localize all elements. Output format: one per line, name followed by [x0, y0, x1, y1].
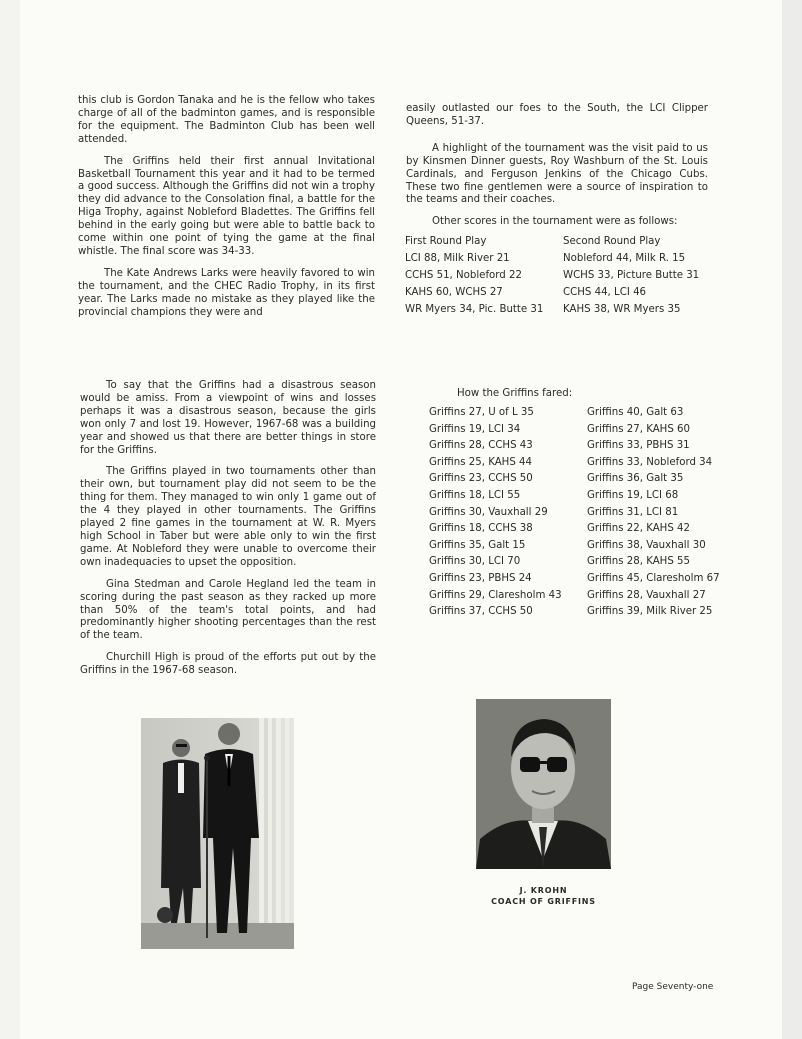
result-item: Griffins 33, PBHS 31 — [587, 440, 690, 452]
first-round-header: First Round Play — [405, 236, 487, 247]
results-right-column — [587, 405, 720, 621]
result-item: Griffins 19, LCI 34 — [429, 423, 521, 435]
paragraph: The Kate Andrews Larks were heavily favored to win the tournament, and the CHEC Radio Trophy, in its first year. The Larks made no mistake as they played like the provincial champions they were and — [78, 267, 375, 318]
result-item: Griffins 33, Nobleford 34 — [587, 456, 713, 468]
score-cell: WR Myers 34, Pic. Butte 31 — [405, 304, 544, 315]
result-item: Griffins 36, Galt 35 — [587, 473, 684, 485]
paragraph: Gina Stedman and Carole Hegland led the team in scoring during the past season as they racked up more than 50% of the team's total points, and had predominantly higher shooting percentages than the rest of the team. — [80, 578, 376, 642]
score-cell: KAHS 38, WR Myers 35 — [563, 304, 681, 315]
result-item: Griffins 29, Claresholm 43 — [429, 589, 562, 601]
result-item: Griffins 38, Vauxhall 30 — [587, 539, 706, 551]
score-cell: LCI 88, Milk River 21 — [405, 253, 510, 264]
guests-photo — [141, 718, 294, 949]
paragraph: easily outlasted our foes to the South, the LCI Clipper Queens, 51-37. — [406, 103, 708, 127]
article-col2-top — [406, 103, 708, 238]
paragraph: this club is Gordon Tanaka and he is the fellow who takes charge of all of the badminton games, and is responsible for the equipment. The Badminton Club has been well attended. — [78, 95, 375, 145]
result-item: Griffins 28, Vauxhall 27 — [587, 589, 706, 601]
griffins-results — [429, 405, 720, 621]
score-row — [405, 267, 715, 284]
coach-portrait-image — [476, 699, 611, 869]
paragraph: The Griffins held their first annual Invitational Basketball Tournament this year and it had to be termed a good success. Although the Griffins did not win a trophy they did advance to the Consolation final, a battle for the Higa Trophy, against Nobleford Bladettes. The Griffins fell behind in the early going but were able to battle back to come within one point of tying the game at the final whistle. The final score was 34-33. — [78, 155, 375, 257]
result-item: Griffins 23, PBHS 24 — [429, 572, 532, 584]
page-number: Page Seventy-one — [632, 982, 714, 992]
article-col1-bottom — [80, 380, 376, 687]
paragraph: Other scores in the tournament were as follows: — [432, 216, 678, 228]
result-item: Griffins 28, CCHS 43 — [429, 440, 533, 452]
result-item: Griffins 25, KAHS 44 — [429, 456, 533, 468]
result-item: Griffins 27, KAHS 60 — [587, 423, 691, 435]
score-cell: Nobleford 44, Milk R. 15 — [563, 253, 686, 264]
tournament-scores — [405, 233, 715, 318]
result-item: Griffins 23, CCHS 50 — [429, 473, 533, 485]
score-cell: KAHS 60, WCHS 27 — [405, 287, 503, 298]
result-item: Griffins 28, KAHS 55 — [587, 556, 691, 568]
results-left-column — [429, 405, 587, 621]
scores-header-row — [405, 233, 715, 250]
result-item: Griffins 22, KAHS 42 — [587, 523, 691, 535]
second-round-header: Second Round Play — [563, 236, 661, 247]
result-item: Griffins 45, Claresholm 67 — [587, 572, 720, 584]
score-row — [405, 250, 715, 267]
coach-caption — [476, 886, 611, 906]
result-item: Griffins 35, Galt 15 — [429, 539, 526, 551]
paragraph: A highlight of the tournament was the visit paid to us by Kinsmen Dinner guests, Roy Washburn of the St. Louis Cardinals, and Ferguson Jenkins of the Chicago Cubs. These two fine gentlemen were a source of inspiration to the teams and their coaches. — [406, 142, 708, 206]
fared-title: How the Griffins fared: — [457, 388, 573, 399]
page-edge — [782, 0, 802, 1039]
result-item: Griffins 27, U of L 35 — [429, 407, 534, 418]
result-item: Griffins 31, LCI 81 — [587, 506, 679, 518]
result-item: Griffins 30, LCI 70 — [429, 556, 521, 568]
result-item: Griffins 18, CCHS 38 — [429, 523, 533, 535]
paragraph: To say that the Griffins had a disastrous season would be amiss. From a viewpoint of wins and losses perhaps it was a disastrous season, because the girls won only 7 and lost 19. However, 1967-68 was a building year and showed us that there are better things in store for the Griffins. — [80, 380, 376, 456]
score-cell: CCHS 51, Nobleford 22 — [405, 270, 522, 281]
score-row — [405, 301, 715, 318]
score-cell: CCHS 44, LCI 46 — [563, 287, 647, 298]
coach-portrait — [476, 699, 611, 869]
result-item: Griffins 19, LCI 68 — [587, 489, 679, 501]
result-item: Griffins 40, Galt 63 — [587, 407, 684, 418]
paragraph: Churchill High is proud of the efforts put out by the Griffins in the 1967-68 season. — [80, 652, 376, 677]
result-item: Griffins 37, CCHS 50 — [429, 606, 533, 618]
result-item: Griffins 18, LCI 55 — [429, 489, 521, 501]
score-row — [405, 284, 715, 301]
guests-photo-image — [141, 718, 294, 949]
coach-name: J. KROHN — [519, 886, 568, 895]
result-item: Griffins 39, Milk River 25 — [587, 606, 713, 618]
article-col1-top — [78, 95, 375, 329]
coach-title: COACH OF GRIFFINS — [491, 897, 596, 906]
result-item: Griffins 30, Vauxhall 29 — [429, 506, 548, 518]
score-cell: WCHS 33, Picture Butte 31 — [563, 270, 700, 281]
paragraph: The Griffins played in two tournaments other than their own, but tournament play did not seem to be the thing for them. They managed to win only 1 game out of the 4 they played in other tournaments. The Griffins played 2 fine games in the tournament at W. R. Myers high School in Taber but were able only to win the first game. At Nobleford they were unable to overcome their own inadequacies to upset the opposition. — [80, 466, 376, 568]
